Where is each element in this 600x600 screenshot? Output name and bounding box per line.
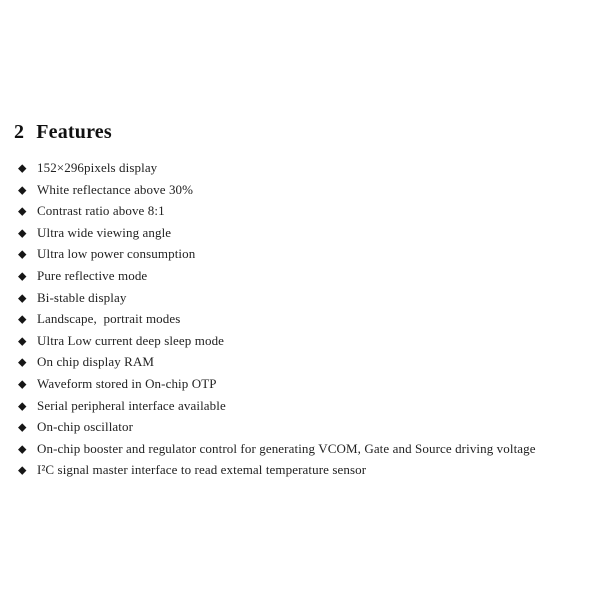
diamond-bullet-icon: ◆: [18, 400, 27, 413]
feature-item: [18, 438, 590, 460]
feature-item: [18, 373, 590, 395]
diamond-bullet-icon: ◆: [18, 421, 27, 434]
feature-text: Ultra wide viewing angle: [37, 224, 172, 240]
feature-item: [18, 351, 590, 373]
feature-item: [18, 265, 590, 287]
feature-text: Pure reflective mode: [37, 267, 148, 283]
diamond-bullet-icon: ◆: [18, 356, 27, 369]
diamond-bullet-icon: ◆: [18, 227, 27, 240]
feature-text: White reflectance above 30%: [37, 181, 194, 197]
feature-text: Landscape, portrait modes: [37, 311, 181, 327]
section-number: 2: [14, 121, 25, 143]
feature-text: Ultra Low current deep sleep mode: [37, 332, 225, 348]
feature-item: [18, 308, 590, 330]
feature-item: [18, 287, 590, 309]
section-title: Features: [36, 121, 112, 143]
diamond-bullet-icon: ◆: [18, 184, 27, 197]
feature-text: Waveform stored in On-chip OTP: [37, 375, 217, 391]
feature-item: [18, 179, 590, 201]
diamond-bullet-icon: ◆: [18, 378, 27, 391]
feature-text: Contrast ratio above 8:1: [37, 203, 165, 219]
feature-text: Ultra low power consumption: [37, 246, 196, 262]
feature-text: On-chip booster and regulator control for generating VCOM, Gate and Source driving voltage: [37, 440, 536, 456]
feature-text: 152×296pixels display: [37, 160, 158, 175]
feature-item: [18, 459, 590, 481]
diamond-bullet-icon: ◆: [18, 335, 27, 348]
section-heading: [14, 119, 590, 145]
feature-text: Bi-stable display: [37, 289, 127, 305]
feature-item: [18, 416, 590, 438]
feature-item: [18, 222, 590, 244]
feature-text: On-chip oscillator: [37, 419, 134, 435]
diamond-bullet-icon: ◆: [18, 248, 27, 261]
diamond-bullet-icon: ◆: [18, 313, 27, 326]
feature-item: [18, 243, 590, 265]
feature-item: [18, 200, 590, 222]
diamond-bullet-icon: ◆: [18, 162, 27, 175]
feature-text: I²C signal master interface to read extemal temperature sensor: [37, 462, 367, 478]
feature-item: [18, 395, 590, 417]
diamond-bullet-icon: ◆: [18, 464, 27, 477]
feature-item: [18, 157, 590, 179]
feature-text: On chip display RAM: [37, 354, 155, 370]
diamond-bullet-icon: ◆: [18, 205, 27, 218]
diamond-bullet-icon: ◆: [18, 443, 27, 456]
feature-item: [18, 330, 590, 352]
diamond-bullet-icon: ◆: [18, 292, 27, 305]
feature-text: Serial peripheral interface available: [37, 397, 226, 413]
diamond-bullet-icon: ◆: [18, 270, 27, 283]
features-list: [14, 157, 590, 481]
